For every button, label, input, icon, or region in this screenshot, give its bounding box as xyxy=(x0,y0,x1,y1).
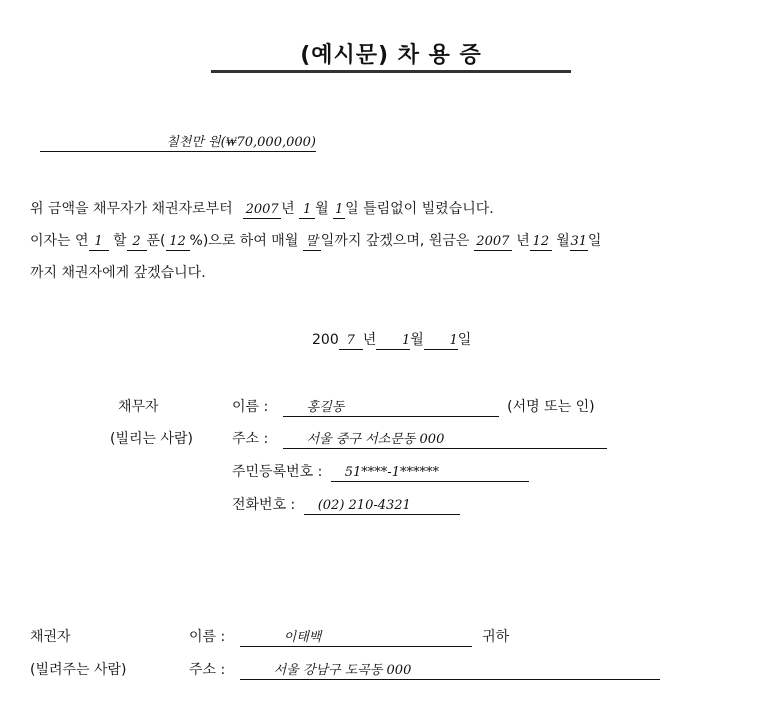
debtor-phone-row xyxy=(232,494,460,515)
debtor-address-label: 주소 : xyxy=(232,431,269,447)
payment-day: 말 xyxy=(303,234,321,251)
interest-prefix: 이자는 연 xyxy=(30,233,89,249)
date-prefix: 200 xyxy=(312,332,339,348)
amount-value: 칠천만 원(₩70,000,000) xyxy=(40,135,316,152)
document-title: (예시문) 차 용 증 xyxy=(300,43,482,68)
body-line-3: 까지 채권자에게 갚겠습니다. xyxy=(30,265,206,281)
date-day-label: 일 xyxy=(457,332,472,348)
debtor-phone-label: 전화번호 : xyxy=(232,497,296,513)
interest-percent: 12 xyxy=(166,234,190,251)
document-date xyxy=(312,331,471,350)
borrow-day-label: 일 xyxy=(345,201,359,217)
creditor-name-label: 이름 : xyxy=(189,629,226,645)
debtor-name-label: 이름 : xyxy=(232,399,269,415)
due-month-label: 월 xyxy=(556,233,570,249)
creditor-name-row xyxy=(189,626,509,647)
creditor-address: 서울 강남구 도곡동 000 xyxy=(240,663,660,680)
borrow-day: 1 xyxy=(334,202,344,217)
creditor-name: 이태백 xyxy=(240,630,472,647)
debtor-role: 채무자 xyxy=(118,399,159,415)
creditor-role-sub: (빌려주는 사람) xyxy=(30,662,127,678)
body-line-1 xyxy=(30,200,494,219)
due-year: 2007 xyxy=(474,234,512,251)
body-line-2 xyxy=(30,232,601,251)
creditor-honorific: 귀하 xyxy=(482,629,510,645)
creditor-address-label: 주소 : xyxy=(189,662,226,678)
debtor-address-row xyxy=(232,428,607,449)
interest-hal: 할 xyxy=(113,233,127,249)
date-year: 7 xyxy=(339,333,363,350)
title-underline xyxy=(211,70,571,73)
debtor-phone: (02) 210-4321 xyxy=(304,498,460,515)
debtor-role-sub: (빌리는 사람) xyxy=(110,431,193,447)
interest-rate-1: 1 xyxy=(89,234,109,251)
due-day-label: 일 xyxy=(587,233,602,249)
debtor-id-row xyxy=(232,461,529,482)
payment-suffix: 일까지 갚겠으며, 원금은 xyxy=(320,233,470,249)
borrow-month-label: 월 xyxy=(315,201,329,217)
interest-suffix: %)으로 하여 매월 xyxy=(189,233,299,249)
body-line1-prefix: 위 금액을 채무자가 채권자로부터 xyxy=(30,201,233,217)
debtor-id: 51****-1****** xyxy=(331,465,529,482)
borrow-year: 2007 xyxy=(243,202,281,219)
borrow-year-label: 년 xyxy=(281,201,295,217)
date-month-label: 월 xyxy=(410,332,424,348)
due-month: 12 xyxy=(530,234,552,251)
interest-rate-2: 2 xyxy=(127,234,147,251)
creditor-address-row xyxy=(189,659,660,680)
debtor-name-row xyxy=(232,396,595,417)
creditor-role: 채권자 xyxy=(30,629,71,645)
sign-note: (서명 또는 인) xyxy=(507,399,595,415)
due-day: 31 xyxy=(570,234,588,249)
body-line1-suffix: 틀림없이 빌렸습니다. xyxy=(363,201,494,217)
amount-line xyxy=(40,134,316,152)
debtor-address: 서울 중구 서소문동 000 xyxy=(283,432,607,449)
due-year-label: 년 xyxy=(516,233,530,249)
date-day: 1 xyxy=(424,333,458,350)
date-year-label: 년 xyxy=(362,332,377,348)
date-month: 1 xyxy=(376,333,410,350)
debtor-name: 홍길동 xyxy=(283,400,499,417)
debtor-id-label: 주민등록번호 : xyxy=(232,464,323,480)
borrow-month: 1 xyxy=(299,202,315,219)
interest-pun: 푼( xyxy=(146,233,166,249)
